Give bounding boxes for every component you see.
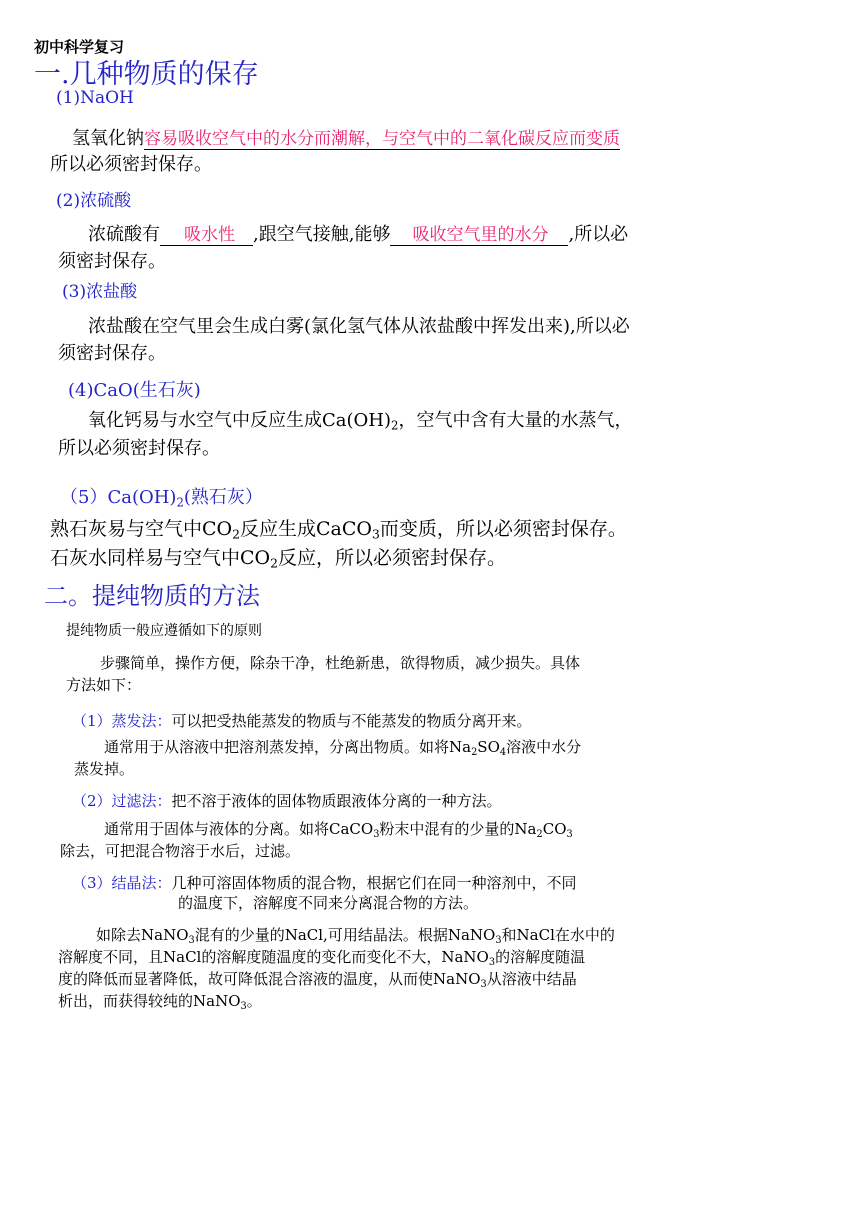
evap-u1c: 溶液中水分 [506,738,582,756]
cao-label: (4)CaO(生石灰) [68,380,201,401]
cao-sub: 2 [391,418,399,433]
filter-line [72,790,502,811]
cryst-example3 [58,968,577,989]
cryst-e1s2: 3 [495,934,502,946]
filter-label: （2）过滤法： [72,792,172,810]
cryst-e2s: 3 [488,956,496,968]
naoh-line2: 所以必须密封保存。 [50,154,212,175]
section1-title: 一.几种物质的保存 [34,59,259,90]
caoh2-label-b: (熟石灰） [183,487,263,508]
principle-line1: 步骤简单，操作方便，除杂干净，杜绝新患，欲得物质，减少损失。具体 [100,654,581,672]
cao-line2: 所以必须密封保存。 [58,438,220,459]
caoh2-l1-sub: 2 [232,527,240,542]
cryst-line1 [72,872,577,893]
filter-u1s3: 3 [566,828,573,840]
hcl-label: (3)浓盐酸 [62,282,138,302]
principle-line2: 方法如下： [66,676,142,694]
filter-u1a: 通常用于固体与液体的分离。如将CaCO [104,820,374,838]
cao-p2: ，空气中含有大量的水蒸气， [398,410,633,431]
caoh2-l2a: 石灰水同样易与空气中CO [50,547,271,569]
caoh2-line1 [50,514,627,541]
filter-usage1 [104,818,573,839]
cryst-e3b: 从溶液中结晶 [486,970,577,988]
caoh2-l1b: 反应生成CaCO [239,518,372,540]
h2so4-label: (2)浓硫酸 [56,191,132,211]
h2so4-line1 [88,220,628,246]
evap-line [72,710,532,731]
caoh2-label [60,483,263,509]
filter-def: 把不溶于液体的固体物质跟液体分离的一种方法。 [171,792,502,810]
naoh-line1 [72,124,672,150]
section2-title: 二。提纯物质的方法 [44,582,260,610]
naoh-prefix: 氢氧化钠 [72,128,144,149]
filter-u1c: CO [542,820,567,838]
cryst-def2: 的温度下，溶解度不同来分离混合物的方法。 [178,894,479,912]
cryst-e2a: 溶解度不同，且NaCl的溶解度随温度的变化而变化不大，NaNO [58,948,489,966]
h2so4-p2: ,跟空气接触,能够 [253,224,391,245]
caoh2-label-sub: 2 [176,495,184,510]
filter-u1b: 粉末中混有的少量的Na [379,820,537,838]
evap-u1s1: 2 [471,746,478,758]
naoh-answer: 容易吸收空气中的水分而潮解，与空气中的二氧化碳反应而变质 [144,129,620,149]
cryst-e1c: 和NaCl在水中的 [501,926,615,944]
caoh2-l2-sub: 2 [270,556,278,571]
filter-u1s2: 2 [536,828,543,840]
cryst-example1 [96,924,615,945]
h2so4-blank2: 吸收空气里的水分 [390,226,568,246]
caoh2-l1-sub2: 3 [371,527,380,542]
naoh-label: (1)NaOH [56,88,134,108]
evap-u1a: 通常用于从溶液中把溶剂蒸发掉，分离出物质。如将Na [104,738,472,756]
filter-u1s1: 3 [373,828,380,840]
evap-usage1 [104,736,581,757]
evap-label: （1）蒸发法： [72,712,172,730]
cryst-e4b: 。 [246,992,262,1010]
cryst-e3a: 度的降低而显著降低，故可降低混合溶液的温度，从而使NaNO [58,970,481,988]
cryst-e1a: 如除去NaNO [96,926,189,944]
h2so4-line2: 须密封保存。 [58,251,166,272]
cryst-example2 [58,946,585,967]
cryst-example4 [58,990,262,1011]
cryst-e2b: 的溶解度随温 [495,948,586,966]
evap-usage2: 蒸发掉。 [74,760,135,778]
evap-u1s2: 4 [499,746,507,758]
cryst-e1b: 混有的少量的NaCl,可用结晶法。根据NaNO [194,926,496,944]
hcl-line1: 浓盐酸在空气里会生成白雾(氯化氢气体从浓盐酸中挥发出来),所以必 [88,316,630,337]
cryst-e4s: 3 [240,1000,247,1012]
evap-def: 可以把受热能蒸发的物质与不能蒸发的物质分离开来。 [171,712,532,730]
h2so4-p1: 浓硫酸有 [88,224,160,245]
cryst-e3s: 3 [480,978,487,990]
h2so4-p3: ,所以必 [568,224,629,245]
section2-intro: 提纯物质一般应遵循如下的原则 [66,623,262,639]
hcl-line2: 须密封保存。 [58,343,166,364]
h2so4-blank1: 吸水性 [160,226,253,246]
cao-line1 [88,406,632,432]
cryst-def1: 几种可溶固体物质的混合物，根据它们在同一种溶剂中，不同 [171,874,577,892]
filter-usage2: 除去，可把混合物溶于水后，过滤。 [60,842,301,860]
cryst-e1s1: 3 [188,934,195,946]
evap-u1b: SO [477,738,500,756]
caoh2-l1a: 熟石灰易与空气中CO [50,518,233,540]
cryst-e4a: 析出，而获得较纯的NaNO [58,992,241,1010]
cao-p1: 氧化钙易与水空气中反应生成Ca(OH) [88,410,392,431]
page-header: 初中科学复习 [34,38,125,56]
caoh2-l2b: 反应，所以必须密封保存。 [277,547,506,569]
caoh2-l1c: 而变质，所以必须密封保存。 [379,518,627,540]
caoh2-label-a: （5）Ca(OH) [60,487,177,508]
caoh2-line2 [50,543,506,570]
cryst-label: （3）结晶法： [72,874,172,892]
